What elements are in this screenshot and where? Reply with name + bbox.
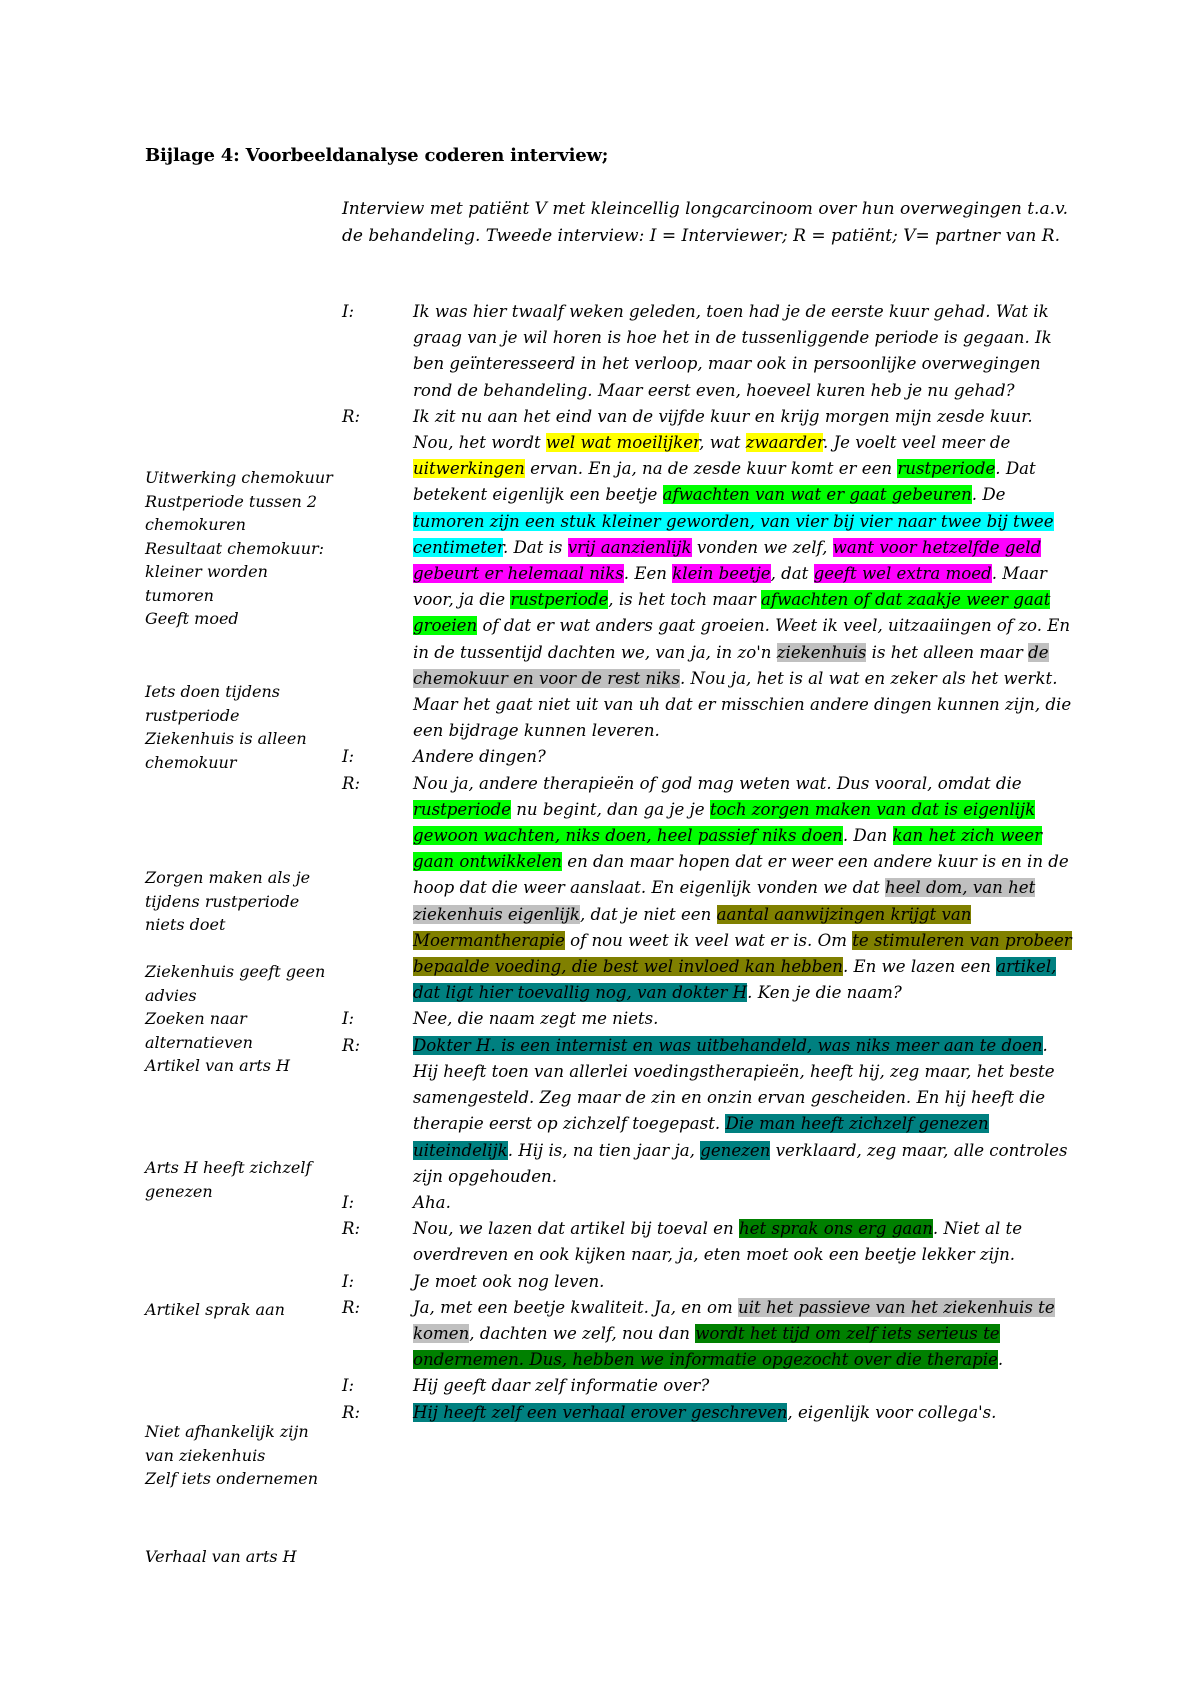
text-segment: Je moet ook nog leven. <box>413 1271 605 1291</box>
code-label: Zorgen maken als je tijdens rustperiode niets doet <box>145 868 311 934</box>
code-label: Geeft moed <box>145 609 239 628</box>
turn-text <box>413 1006 1077 1032</box>
text-segment: , dat je niet een <box>579 904 717 924</box>
transcript-turn <box>342 1190 1077 1216</box>
interview-transcript <box>342 299 1077 1426</box>
turn-text <box>413 1033 1077 1190</box>
text-segment: , dat <box>770 564 814 584</box>
highlighted-segment: uitwerkingen <box>413 459 525 479</box>
highlighted-segment: klein beetje <box>672 564 771 584</box>
text-segment: Aha. <box>413 1192 451 1212</box>
highlighted-segment: te stimuleren van probeer bepaalde voeding, die best wel invloed kan hebben <box>413 930 1072 977</box>
code-label: Zoeken naar alternatieven <box>145 1009 253 1052</box>
code-group <box>145 466 335 631</box>
text-segment: , eigenlijk voor collega's. <box>787 1402 997 1422</box>
text-segment: Andere dingen? <box>413 747 546 767</box>
turn-text <box>413 1400 1077 1426</box>
code-label: Arts H heeft zichzelf genezen <box>145 1158 312 1201</box>
turn-text <box>413 1216 1077 1268</box>
text-segment: . Je voelt veel meer de <box>822 433 1011 453</box>
code-label: Niet afhankelijk zijn van ziekenhuis <box>145 1422 309 1465</box>
code-group <box>145 1545 335 1569</box>
speaker-label: R: <box>342 1219 361 1239</box>
text-segment: . En we lazen een <box>842 957 997 977</box>
highlighted-segment: want voor hetzelfde geld gebeurt er helemaal niks <box>413 537 1042 584</box>
code-group <box>145 1420 335 1491</box>
text-segment: . Dat betekent eigenlijk een beetje <box>413 459 1036 505</box>
highlighted-segment: geeft wel extra moed <box>813 564 992 584</box>
transcript-turn <box>342 1269 1077 1295</box>
transcript-turn <box>342 404 1077 745</box>
text-segment: . Ken je die naam? <box>747 983 902 1003</box>
turn-text <box>413 1269 1077 1295</box>
turn-text <box>413 1190 1077 1216</box>
interview-intro: Interview met patiënt V met kleincellig longcarcinoom over hun overwegingen t.a.v. de behandeling. Tweede interview: I = Interviewer; R = patiënt; V= partner van R. <box>342 199 1068 246</box>
text-segment: . Een <box>623 564 673 584</box>
code-label: Ziekenhuis geeft geen advies <box>145 962 326 1005</box>
text-segment: vonden we zelf, <box>691 537 833 557</box>
highlighted-segment: de chemokuur en voor de rest niks <box>413 642 1049 688</box>
text-segment: Nou ja, andere therapieën of god mag weten wat. Dus vooral, omdat die <box>413 773 1022 793</box>
highlighted-segment: Die man heeft zichzelf genezen uiteindelijk <box>413 1114 989 1160</box>
code-label: Iets doen tijdens rustperiode <box>145 682 280 725</box>
speaker-label: R: <box>342 406 361 426</box>
text-segment: . Hij heeft toen van allerlei voedingstherapieën, heeft hij, zeg maar, het beste samengesteld. Zeg maar de zin en onzin ervan gescheiden. En hij heeft die therapie eerst op zichzelf toegepast. <box>413 1035 1055 1134</box>
text-segment: Nou, we lazen dat artikel bij toeval en <box>413 1219 739 1239</box>
speaker-label: I: <box>342 1376 355 1396</box>
highlighted-segment: heel dom, van het ziekenhuis eigenlijk <box>413 878 1036 924</box>
text-segment: verklaard, zeg maar, alle controles zijn opgehouden. <box>413 1140 1068 1186</box>
text-segment: nu begint, dan ga je je <box>510 799 710 819</box>
highlighted-segment: rustperiode <box>413 799 511 819</box>
speaker-label: I: <box>342 1192 355 1212</box>
highlighted-segment: kan het zich weer gaan ontwikkelen <box>413 826 1043 872</box>
text-segment: . Hij is, na tien jaar ja, <box>507 1140 701 1160</box>
turn-text <box>413 744 1077 770</box>
page-title: Bijlage 4: Voorbeeldanalyse coderen interview; <box>145 145 609 166</box>
highlighted-segment: vrij aanzienlijk <box>567 537 692 557</box>
code-label: Resultaat chemokuur: kleiner worden tumoren <box>145 538 325 605</box>
highlighted-segment: rustperiode <box>510 590 609 610</box>
code-label: Verhaal van arts H <box>145 1547 297 1566</box>
text-segment: . Maar voor, ja die <box>413 564 1047 610</box>
highlighted-segment: wel wat moeilijker <box>545 433 700 453</box>
text-segment: . Nou ja, het is al wat en zeker als het werkt. Maar het gaat niet uit van uh dat er misschien andere dingen kunnen zijn, die een bijdrage kunnen leveren. <box>413 668 1072 741</box>
text-segment: Ja, met een beetje kwaliteit. Ja, en om <box>413 1297 739 1317</box>
text-segment: Ik zit nu aan het eind van de vijfde kuur en krijg morgen mijn zesde kuur. Nou, het wordt <box>413 406 1033 453</box>
highlighted-segment: genezen <box>700 1140 771 1160</box>
highlighted-segment: wordt het tijd om zelf iets serieus te ondernemen. Dus, hebben we informatie opgezocht over die therapie <box>413 1323 1000 1370</box>
code-group <box>145 1298 335 1322</box>
highlighted-segment: het sprak ons erg gaan <box>738 1219 933 1239</box>
code-label: Artikel van arts H <box>145 1056 290 1075</box>
turn-text <box>413 1295 1077 1374</box>
text-segment: , is het toch maar <box>608 590 762 610</box>
text-segment: Hij geeft daar zelf informatie over? <box>413 1376 710 1396</box>
text-segment: of dat er wat anders gaat groeien. Weet ik veel, uitzaaiingen of zo. En in de tussentijd dachten we, van ja, in zo'n <box>413 616 1071 662</box>
speaker-label: I: <box>342 1009 355 1029</box>
speaker-label: R: <box>342 1035 361 1055</box>
highlighted-segment: afwachten van wat er gaat gebeuren <box>662 485 972 505</box>
highlighted-segment: ziekenhuis <box>776 642 867 662</box>
speaker-label: R: <box>342 773 361 793</box>
text-segment: is het alleen maar <box>866 642 1029 662</box>
transcript-turn <box>342 1216 1077 1268</box>
text-segment: . Dat is <box>502 537 568 557</box>
speaker-label: I: <box>342 302 355 321</box>
transcript-turn <box>342 1295 1077 1374</box>
highlighted-segment: aantal aanwijzingen krijgt van Moermantherapie <box>413 904 972 950</box>
highlighted-segment: toch zorgen maken van dat is eigenlijk gewoon wachten, niks doen, heel passief niks doen <box>413 799 1036 846</box>
code-label: Artikel sprak aan <box>145 1300 285 1319</box>
transcript-turn <box>342 1373 1077 1399</box>
code-group <box>145 680 335 774</box>
speaker-label: R: <box>342 1297 361 1317</box>
highlighted-segment: Dokter H. is een internist en was uitbehandeld, was niks meer aan te doen <box>413 1035 1043 1055</box>
transcript-turn <box>342 1400 1077 1426</box>
code-label: Uitwerking chemokuur <box>145 468 333 487</box>
transcript-turn <box>342 299 1077 404</box>
transcript-turn <box>342 744 1077 770</box>
text-segment: , dachten we zelf, nou dan <box>469 1323 696 1343</box>
speaker-label: R: <box>342 1402 361 1422</box>
text-segment: Nee, die naam zegt me niets. <box>413 1009 659 1029</box>
turn-text <box>413 404 1077 745</box>
code-group <box>145 866 335 937</box>
highlighted-segment: artikel, dat ligt hier toevallig nog, van dokter H <box>413 957 1057 1003</box>
text-segment: , wat <box>699 433 746 453</box>
speaker-label: I: <box>342 747 355 767</box>
text-segment: . Dan <box>842 826 893 846</box>
text-segment: . Niet al te overdreven en ook kijken naar, ja, eten moet ook een beetje lekker zijn. <box>413 1219 1023 1265</box>
code-label: Ziekenhuis is alleen chemokuur <box>145 729 307 772</box>
turn-text <box>413 299 1077 404</box>
text-segment: . <box>997 1350 1004 1370</box>
text-segment: en dan maar hopen dat er weer een andere kuur is en in de hoop dat die weer aanslaat. En eigenlijk vonden we dat <box>413 852 1069 898</box>
code-label: Zelf iets ondernemen <box>145 1469 319 1488</box>
highlighted-segment: zwaarder <box>745 433 823 453</box>
text-segment: ervan. En ja, na de zesde kuur komt er een <box>524 459 898 479</box>
turn-text <box>413 1373 1077 1399</box>
text-segment: of nou weet ik veel wat er is. Om <box>564 930 853 950</box>
transcript-turn <box>342 1033 1077 1190</box>
speaker-label: I: <box>342 1271 355 1291</box>
highlighted-segment: Hij heeft zelf een verhaal erover geschreven <box>413 1402 788 1422</box>
highlighted-segment: tumoren zijn een stuk kleiner geworden, van vier bij vier naar twee bij twee centimeter <box>413 511 1054 557</box>
highlighted-segment: rustperiode <box>897 459 996 479</box>
code-label: Rustperiode tussen 2 chemokuren <box>145 491 318 534</box>
highlighted-segment: uit het passieve van het ziekenhuis te komen <box>413 1297 1055 1343</box>
transcript-turn <box>342 1006 1077 1032</box>
text-segment: . De <box>971 485 1006 505</box>
turn-text <box>413 771 1077 1007</box>
text-segment: Ik was hier twaalf weken geleden, toen had je de eerste kuur gehad. Wat ik graag van je wil horen is hoe het in de tussenliggende periode is gegaan. Ik ben geïnteresseerd in het verloop, maar ook in persoonlijke overwegingen rond de behandeling. Maar eerst even, hoeveel kuren heb je nu gehad? <box>413 302 1052 400</box>
highlighted-segment: afwachten of dat zaakje weer gaat groeien <box>413 590 1051 636</box>
code-group <box>145 1156 335 1203</box>
transcript-turn <box>342 771 1077 1007</box>
code-group <box>145 960 335 1078</box>
